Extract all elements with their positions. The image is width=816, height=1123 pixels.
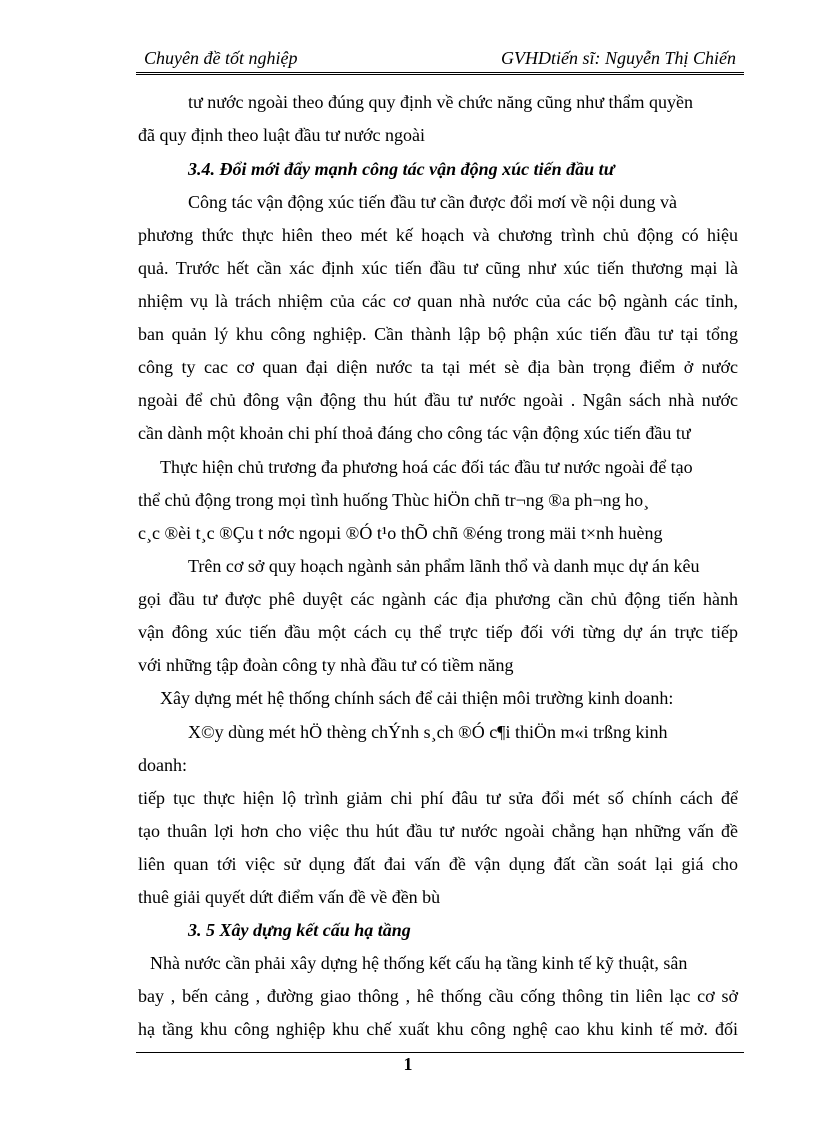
header-left-title: Chuyên đề tốt nghiệp — [144, 48, 298, 68]
text-line: với những tập đoàn công ty nhà đầu tư có tiềm năng — [138, 655, 514, 675]
text-line: thuê giải quyết dứt điểm vấn đề về đền bù — [138, 887, 441, 907]
text-line: ngoài để chủ đông vận động thu hút đầu tư nước ngoài . Ngân sách nhà nước — [138, 390, 738, 410]
page-header — [136, 44, 744, 75]
section-heading-3-5: 3. 5 Xây dựng kết cấu hạ tầng — [188, 920, 411, 940]
text-line: tiếp tục thực hiện lộ trình giảm chi phí đâu tư sửa đổi mét số chính cách để — [138, 788, 738, 808]
text-line: tư nước ngoài theo đúng quy định về chức năng cũng như thẩm quyền — [188, 92, 693, 112]
text-line: hạ tầng khu công nghiệp khu chế xuất khu công nghệ cao khu kinh tế mở. đối — [138, 1019, 738, 1039]
text-line: Trên cơ sở quy hoạch ngành sản phẩm lãnh thổ và danh mục dự án kêu — [188, 556, 700, 576]
text-line: Xây dựng mét hệ thống chính sách để cải thiện môi trường kinh doanh: — [160, 688, 674, 708]
text-line: cần dành một khoản chi phí thoả đáng cho công tác vận động xúc tiến đầu tư — [138, 423, 691, 443]
text-line: công ty cac cơ quan đại diện nước ta tại mét sè địa bàn trọng điểm ở nước — [138, 357, 738, 377]
text-line: thể chủ động trong mọi tình huống Thùc hiÖn chñ tr¬ng ®a ph¬ng ho¸ — [138, 490, 650, 510]
text-line: tạo thuân lợi hơn cho việc thu hút đầu tư nước ngoài chẳng hạn những vấn đề — [138, 821, 738, 841]
text-line: ban quản lý khu công nghiệp. Cần thành lập bộ phận xúc tiến đầu tư tại tổng — [138, 324, 738, 344]
text-line: đã quy định theo luật đầu tư nước ngoài — [138, 125, 425, 145]
text-line: c¸c ®èi t¸c ®Çu t nớc ngoµi ®Ó t¹o thÕ chñ ®éng trong mäi t×nh huèng — [138, 523, 663, 543]
text-line: bay , bến cảng , đường giao thông , hê thống cầu cống thông tin liên lạc cơ sở — [138, 986, 738, 1006]
section-heading-3-4: 3.4. Đổi mới đẩy mạnh công tác vận động xúc tiến đầu tư — [188, 159, 615, 179]
text-line: nhiệm vụ là trách nhiệm của các cơ quan nhà nước của các bộ ngành các tỉnh, — [138, 291, 738, 311]
text-line: doanh: — [138, 755, 187, 775]
text-line: phương thức thực hiên theo mét kế hoạch và chương trình chủ động có hiệu — [138, 225, 738, 245]
text-line: Công tác vận động xúc tiến đầu tư cần được đổi mơí về nội dung và — [188, 192, 677, 212]
text-line: gọi đầu tư được phê duyệt các ngành các địa phương cần chủ động tiến hành — [138, 589, 738, 609]
text-line: vận đông xúc tiến đầu một cách cụ thể trực tiếp đối với từng dự án trực tiếp — [138, 622, 738, 642]
text-line: Thực hiện chủ trương đa phương hoá các đối tác đầu tư nước ngoài để tạo — [160, 457, 693, 477]
page-number: 1 — [403, 1054, 413, 1074]
text-line: liên quan tới việc sử dụng đất đai vấn đề vận dụng đất cần soát lại giá cho — [138, 854, 738, 874]
footer-divider — [136, 1052, 744, 1053]
header-right-supervisor: GVHDtiến sĩ: Nguyễn Thị Chiến — [501, 48, 736, 68]
text-line: X©y dùng mét hÖ thèng chÝnh s¸ch ®Ó c¶i thiÖn m«i trßng kinh — [188, 722, 668, 742]
text-line: Nhà nước cần phải xây dựng hệ thống kết cấu hạ tầng kinh tế kỹ thuật, sân — [150, 953, 688, 973]
text-line: quả. Trước hết cần xác định xúc tiến đầu tư cũng như xúc tiến thương mại là — [138, 258, 738, 278]
